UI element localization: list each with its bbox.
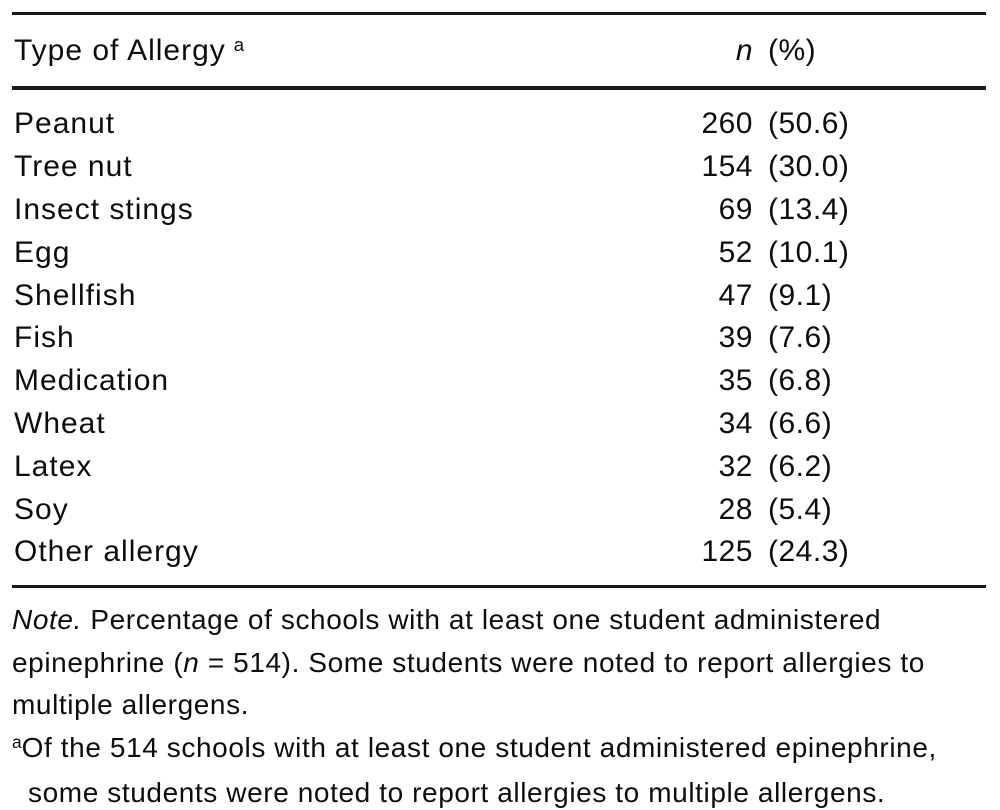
row-value [626,531,849,574]
row-label: Peanut [14,107,116,141]
footnote-a-marker: a [12,732,22,753]
table-header-row [14,30,986,72]
row-label: Latex [14,449,93,483]
table-row [14,360,986,403]
row-count: 34 [718,406,753,440]
row-value [626,189,849,232]
header-footnote-marker: a [233,33,245,55]
table-top-rule [12,12,986,15]
note-line-3: multiple allergens. [12,689,250,721]
row-pct: (6.8) [768,364,833,398]
row-pct: (6.6) [768,406,833,440]
row-value [626,445,832,488]
row-value [626,274,832,317]
note-line-2: epinephrine (n = 514). Some students were noted to report allergies to [12,646,925,678]
table-row [14,274,986,317]
row-count: 39 [718,321,753,355]
row-pct: (30.0) [768,150,850,184]
table-row [14,403,986,446]
row-value [626,231,849,274]
row-count: 125 [701,535,753,569]
row-label: Egg [14,235,71,269]
note-label: Note. [12,604,82,635]
column-header-type-of-allergy [14,34,244,68]
row-count: 260 [701,107,753,141]
column-header-label: Type of Allergy [14,34,226,67]
note-line-1: Note. Percentage of schools with at least one student administered [12,604,882,635]
table-row [14,531,986,574]
row-count: 69 [718,192,753,226]
row-count: 35 [718,364,753,398]
row-count: 47 [718,278,753,312]
row-value [626,146,849,189]
row-value [626,403,832,446]
row-label: Fish [14,321,75,355]
row-label: Shellfish [14,278,137,312]
row-label: Soy [14,492,69,526]
row-pct: (13.4) [768,192,850,226]
note-n-symbol: n [183,646,200,678]
row-label: Other allergy [14,535,199,569]
footnote-a-line-2: some students were noted to report allergies to multiple allergens. [28,777,886,809]
row-label: Medication [14,364,170,398]
table-header-rule [12,86,986,90]
row-value [626,103,849,146]
row-pct: (5.4) [768,492,833,526]
table-notes [12,599,998,810]
row-pct: (6.2) [768,449,833,483]
table-row [14,231,986,274]
row-label: Insect stings [14,192,194,226]
row-pct: (24.3) [768,535,850,569]
column-header-pct: (%) [768,34,817,67]
column-header-n: n [735,34,753,67]
row-value [626,360,832,403]
row-pct: (50.6) [768,107,850,141]
row-value [626,488,832,531]
row-count: 28 [718,492,753,526]
table-bottom-rule [12,585,986,588]
footnote-a-line-1: $^a$Of the 514 schools with at least one student administered epinephrine, [12,731,937,763]
row-label: Tree nut [14,150,133,184]
row-count: 52 [718,235,753,269]
table-row [14,317,986,360]
row-count: 32 [718,449,753,483]
table-row [14,445,986,488]
column-header-n-pct [626,30,816,72]
table-row [14,488,986,531]
row-pct: (9.1) [768,278,833,312]
row-label: Wheat [14,406,106,440]
row-count: 154 [701,150,753,184]
table-body [14,103,986,574]
row-pct: (10.1) [768,235,850,269]
row-value [626,317,832,360]
row-pct: (7.6) [768,321,833,355]
table-row [14,189,986,232]
table-row [14,146,986,189]
table-row [14,103,986,146]
